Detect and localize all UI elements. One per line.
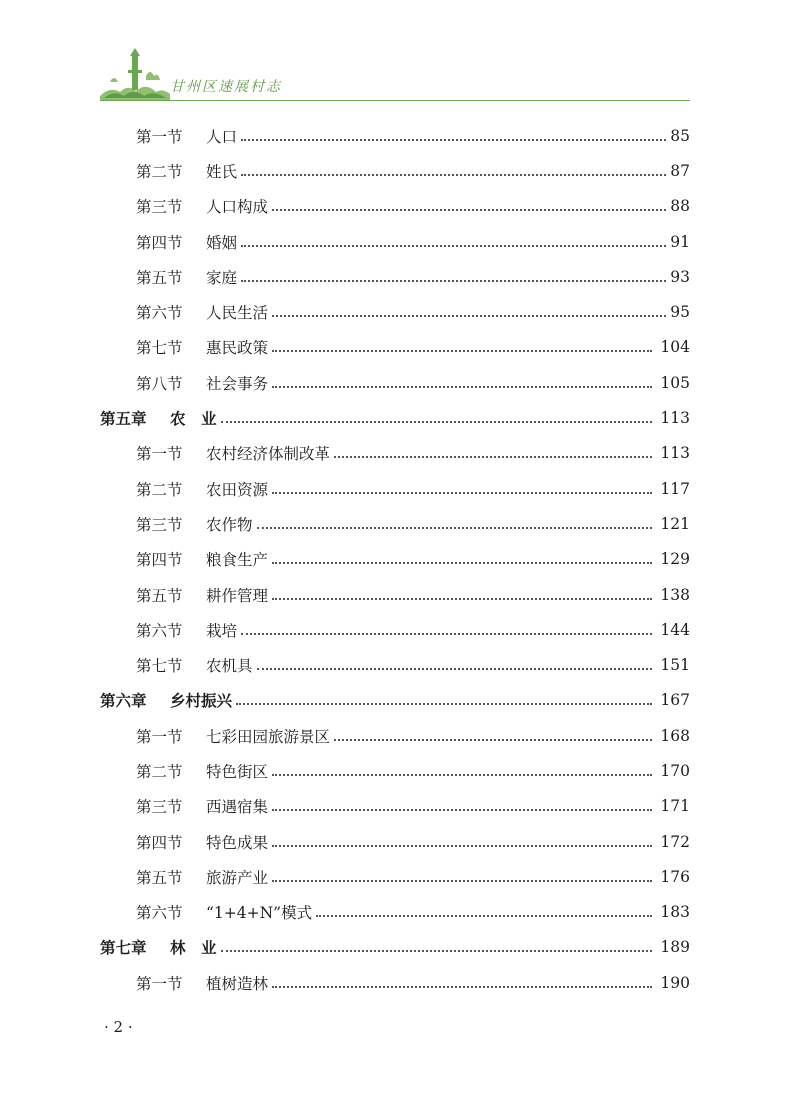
section-number: 第二节: [136, 480, 183, 499]
toc-section-entry[interactable]: [100, 577, 690, 612]
page-reference: 104: [660, 338, 690, 357]
section-title: 家庭: [206, 268, 238, 287]
dot-leader: [257, 527, 652, 529]
chapter-number: 第五章: [100, 409, 147, 429]
section-number: 第三节: [136, 198, 183, 217]
section-number: 第五节: [136, 268, 183, 287]
running-header: [100, 46, 690, 104]
dot-leader: [316, 915, 652, 917]
page-reference: 117: [660, 479, 690, 498]
toc-section-entry[interactable]: [100, 330, 690, 365]
section-title: 人口构成: [206, 198, 269, 217]
section-number: 第三节: [136, 515, 183, 534]
page-reference: 129: [660, 550, 690, 569]
dot-leader: [221, 421, 652, 423]
section-title: 西遇宿集: [206, 798, 269, 817]
dot-leader: [272, 562, 652, 564]
dot-leader: [241, 245, 666, 247]
section-title: 惠民政策: [206, 339, 269, 358]
section-title: 姓氏: [206, 162, 238, 181]
toc-chapter-entry[interactable]: [100, 400, 690, 435]
chapter-title: 林 业: [170, 938, 217, 958]
dot-leader: [241, 280, 666, 282]
page-reference: 105: [660, 373, 690, 392]
page-reference: 190: [660, 973, 690, 992]
toc-section-entry[interactable]: [100, 153, 690, 188]
toc-section-entry[interactable]: [100, 859, 690, 894]
chapter-title: 农 业: [170, 409, 217, 429]
dot-leader: [272, 598, 652, 600]
section-number: 第一节: [136, 974, 183, 993]
tower-landscape-icon: [100, 46, 170, 100]
section-title: 旅游产业: [206, 868, 269, 887]
toc-section-entry[interactable]: [100, 824, 690, 859]
section-number: 第四节: [136, 233, 183, 252]
section-number: 第五节: [136, 586, 183, 605]
section-number: 第一节: [136, 445, 183, 464]
toc-section-entry[interactable]: [100, 789, 690, 824]
page-reference: 172: [660, 832, 690, 851]
section-number: 第七节: [136, 339, 183, 358]
chapter-number: 第七章: [100, 938, 147, 958]
dot-leader: [257, 668, 652, 670]
dot-leader: [334, 739, 652, 741]
section-title: 耕作管理: [206, 586, 269, 605]
dot-leader: [241, 174, 666, 176]
section-title: “1+4+N”模式: [206, 904, 313, 923]
dot-leader: [272, 209, 666, 211]
dot-leader: [272, 492, 652, 494]
page-reference: 183: [660, 903, 690, 922]
toc-section-entry[interactable]: [100, 436, 690, 471]
section-number: 第六节: [136, 304, 183, 323]
section-number: 第六节: [136, 904, 183, 923]
page-reference: 189: [660, 938, 690, 957]
book-title: 甘州区速展村志: [170, 79, 282, 95]
page-reference: 87: [670, 161, 690, 180]
toc-section-entry[interactable]: [100, 895, 690, 930]
page-reference: 88: [670, 197, 690, 216]
toc-section-entry[interactable]: [100, 294, 690, 329]
section-number: 第五节: [136, 868, 183, 887]
dot-leader: [272, 845, 652, 847]
toc-section-entry[interactable]: [100, 471, 690, 506]
section-title: 特色成果: [206, 833, 269, 852]
toc-section-entry[interactable]: [100, 259, 690, 294]
chapter-title: 乡村振兴: [170, 691, 233, 711]
toc-chapter-entry[interactable]: [100, 930, 690, 965]
toc-section-entry[interactable]: [100, 965, 690, 1000]
section-number: 第二节: [136, 762, 183, 781]
section-number: 第八节: [136, 374, 183, 393]
section-title: 人民生活: [206, 304, 269, 323]
chapter-number: 第六章: [100, 691, 147, 711]
dot-leader: [272, 809, 652, 811]
dot-leader: [241, 139, 666, 141]
section-number: 第一节: [136, 727, 183, 746]
page-reference: 95: [670, 303, 690, 322]
section-number: 第三节: [136, 798, 183, 817]
section-title: 栽培: [206, 621, 238, 640]
section-number: 第四节: [136, 833, 183, 852]
dot-leader: [221, 950, 652, 952]
section-title: 农田资源: [206, 480, 269, 499]
section-title: 农作物: [206, 515, 253, 534]
toc-section-entry[interactable]: [100, 224, 690, 259]
page-reference: 168: [660, 726, 690, 745]
page-reference: 91: [670, 232, 690, 251]
page-reference: 176: [660, 867, 690, 886]
section-title: 植树造林: [206, 974, 269, 993]
toc-chapter-entry[interactable]: [100, 683, 690, 718]
toc-section-entry[interactable]: [100, 189, 690, 224]
page-reference: 121: [660, 514, 690, 533]
section-title: 农村经济体制改革: [206, 445, 331, 464]
section-title: 特色街区: [206, 762, 269, 781]
page-reference: 170: [660, 761, 690, 780]
section-title: 婚姻: [206, 233, 238, 252]
page-reference: 167: [660, 691, 690, 710]
toc-section-entry[interactable]: [100, 542, 690, 577]
page-reference: 144: [660, 620, 690, 639]
section-number: 第六节: [136, 621, 183, 640]
section-title: 七彩田园旅游景区: [206, 727, 331, 746]
section-number: 第一节: [136, 127, 183, 146]
dot-leader: [272, 880, 652, 882]
dot-leader: [236, 703, 652, 705]
toc-section-entry[interactable]: [100, 365, 690, 400]
page-number: · 2 ·: [104, 1018, 133, 1036]
page-reference: 113: [660, 409, 690, 428]
toc-section-entry[interactable]: [100, 718, 690, 753]
dot-leader: [272, 315, 666, 317]
table-of-contents: [100, 118, 690, 1000]
section-number: 第七节: [136, 657, 183, 676]
dot-leader: [334, 456, 652, 458]
page-reference: 85: [670, 126, 690, 145]
dot-leader: [272, 350, 652, 352]
toc-section-entry[interactable]: [100, 753, 690, 788]
page-reference: 113: [660, 444, 690, 463]
page-reference: 171: [660, 797, 690, 816]
toc-section-entry[interactable]: [100, 118, 690, 153]
dot-leader: [241, 633, 652, 635]
dot-leader: [272, 986, 652, 988]
dot-leader: [272, 386, 652, 388]
section-title: 粮食生产: [206, 551, 269, 570]
section-number: 第四节: [136, 551, 183, 570]
toc-section-entry[interactable]: [100, 647, 690, 682]
toc-section-entry[interactable]: [100, 612, 690, 647]
header-rule: [100, 100, 690, 101]
toc-section-entry[interactable]: [100, 506, 690, 541]
section-title: 社会事务: [206, 374, 269, 393]
page-reference: 151: [660, 656, 690, 675]
section-title: 农机具: [206, 657, 253, 676]
section-title: 人口: [206, 127, 238, 146]
dot-leader: [272, 774, 652, 776]
section-number: 第二节: [136, 162, 183, 181]
page-reference: 138: [660, 585, 690, 604]
page-reference: 93: [670, 267, 690, 286]
